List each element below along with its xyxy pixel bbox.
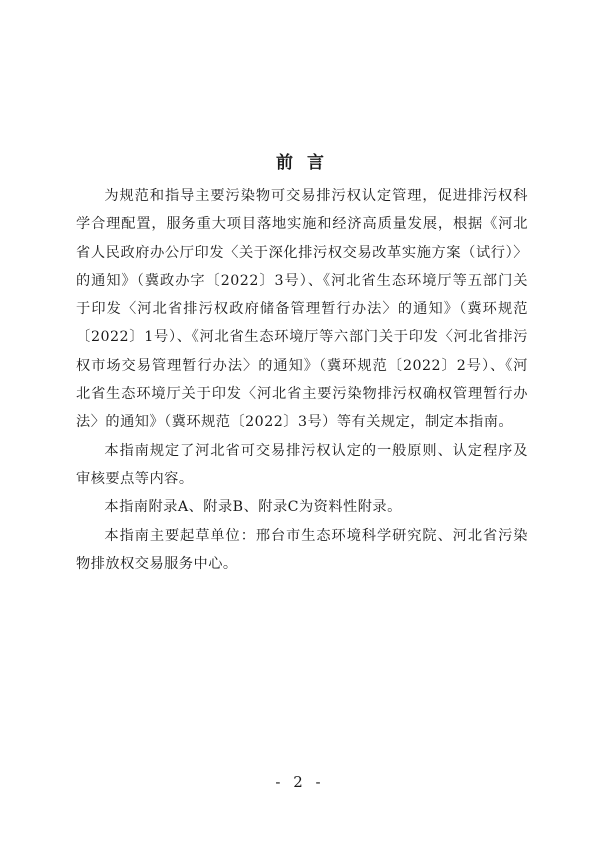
paragraph-drafting-unit: 本指南主要起草单位：邢台市生态环境科学研究院、河北省污染物排放权交易服务中心。: [76, 527, 528, 572]
paragraph-scope: 本指南规定了河北省可交易排污权认定的一般原则、认定程序及审核要点等内容。: [76, 442, 528, 487]
paragraph-appendix: 本指南附录A、附录B、附录C为资料性附录。: [104, 499, 402, 516]
page-title: 前言: [276, 153, 338, 173]
document-body: [76, 182, 528, 578]
page-number: - 2 -: [275, 773, 325, 791]
paragraph-purpose: 为规范和指导主要污染物可交易排污权认定管理，促进排污权科学合理配置，服务重大项目落地实施和经济高质量发展，根据《河北省人民政府办公厅印发〈关于深化排污权交易改革实施方案（试行）〉的通知》（冀政办字〔2022〕3号）、《河北省生态环境厅等五部门关于印发〈河北省排污权政府储备管理暂行办法〉的通知》（冀环规范〔2022〕1号）、《河北省生态环境厅等六部门关于印发〈河北省排污权市场交易管理暂行办法〉的通知》（冀环规范〔2022〕2号）、《河北省生态环境厅关于印发〈河北省主要污染物排污权确权管理暂行办法〉的通知》（冀环规范〔2022〕3号）等有关规定，制定本指南。: [76, 188, 528, 431]
